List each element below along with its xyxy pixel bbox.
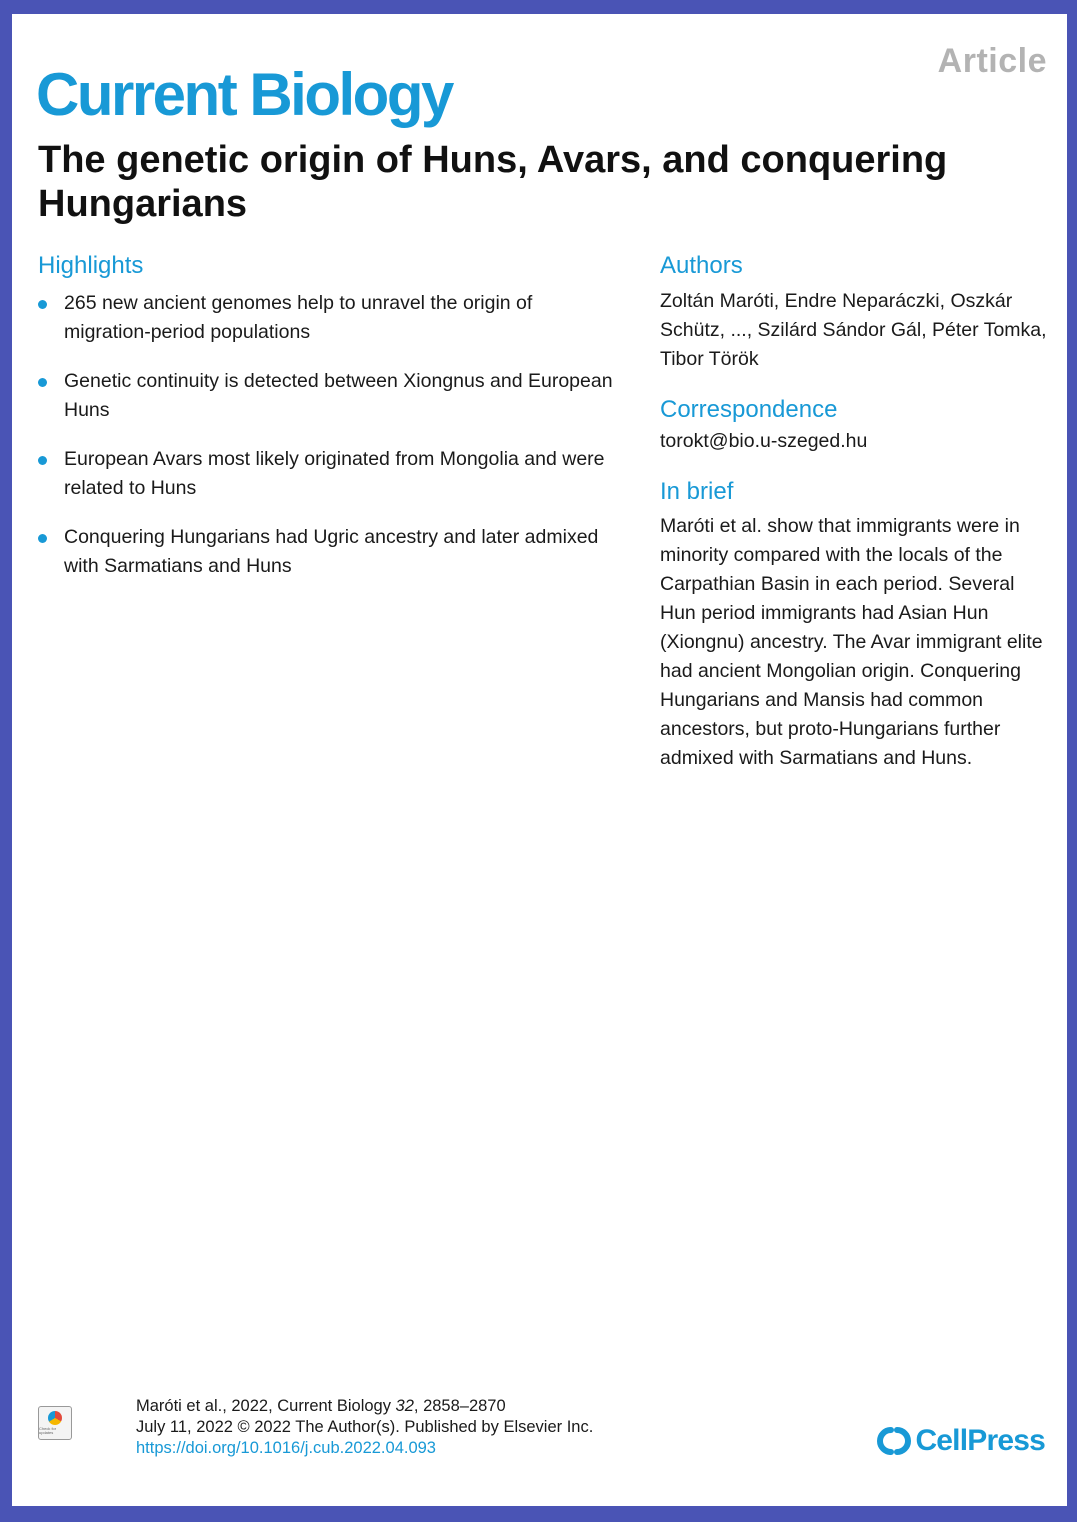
correspondence-heading: Correspondence — [660, 395, 838, 423]
bullet-icon — [38, 534, 47, 543]
publication-date-line: July 11, 2022 © 2022 The Author(s). Published by Elsevier Inc. — [136, 1418, 594, 1436]
highlight-text: European Avars most likely originated from Mongolia and were related to Huns — [64, 447, 605, 499]
citation-footer — [136, 1396, 593, 1459]
article-page — [12, 14, 1067, 1506]
check-for-updates-icon[interactable] — [38, 1406, 72, 1440]
article-title: The genetic origin of Huns, Avars, and conquering Hungarians — [38, 139, 948, 225]
check-for-updates-label: Check for updates — [39, 1426, 57, 1435]
highlight-item — [38, 445, 618, 503]
highlights-section — [38, 252, 618, 601]
highlight-item — [38, 289, 618, 347]
correspondence-email[interactable]: torokt@bio.u-szeged.hu — [660, 429, 868, 452]
in-brief-text: Maróti et al. show that immigrants were in minority compared with the locals of the Carpathian Basin in each period. Several Hun period immigrants had Asian Hun (Xiongnu) ancestry. The Avar immigrant elite had ancient Mongolian origin. Conquering Hungarians and Mansis had common ancestors, but proto-Hungarians further admixed with Sarmatians and Huns. — [660, 515, 1043, 770]
summary-column — [660, 252, 1055, 795]
authors-list: Zoltán Maróti, Endre Neparáczki, Oszkár Schütz, ..., Szilárd Sándor Gál, Péter Tomka, Tibor Török — [660, 289, 1047, 370]
authors-heading: Authors — [660, 252, 743, 279]
citation-pages: , 2858–2870 — [413, 1397, 506, 1415]
bullet-icon — [38, 378, 47, 387]
citation-line — [136, 1396, 593, 1417]
highlight-text: 265 new ancient genomes help to unravel the origin of migration-period populations — [64, 291, 533, 343]
bullet-icon — [38, 456, 47, 465]
in-brief-section — [660, 478, 1055, 774]
citation-prefix: Maróti et al., 2022, Current Biology — [136, 1397, 396, 1415]
article-type-label: Article — [937, 42, 1047, 80]
authors-section — [660, 252, 1055, 374]
cellpress-logo — [877, 1424, 1045, 1458]
crossmark-icon — [48, 1411, 62, 1425]
journal-name: Current Biology — [36, 61, 452, 128]
citation-volume: 32 — [395, 1397, 414, 1415]
doi-link[interactable]: https://doi.org/10.1016/j.cub.2022.04.093 — [136, 1439, 436, 1457]
in-brief-heading: In brief — [660, 477, 734, 505]
highlight-item — [38, 367, 618, 425]
highlight-text: Conquering Hungarians had Ugric ancestry and later admixed with Sarmatians and Huns — [64, 525, 599, 577]
highlights-list — [38, 289, 618, 581]
bullet-icon — [38, 300, 47, 309]
cellpress-logo-icon — [877, 1424, 911, 1458]
highlights-heading: Highlights — [38, 252, 144, 279]
highlight-text: Genetic continuity is detected between Xiongnus and European Huns — [64, 369, 613, 421]
highlight-item — [38, 523, 618, 581]
correspondence-section — [660, 396, 1055, 456]
cellpress-logo-text: CellPress — [915, 1424, 1045, 1457]
